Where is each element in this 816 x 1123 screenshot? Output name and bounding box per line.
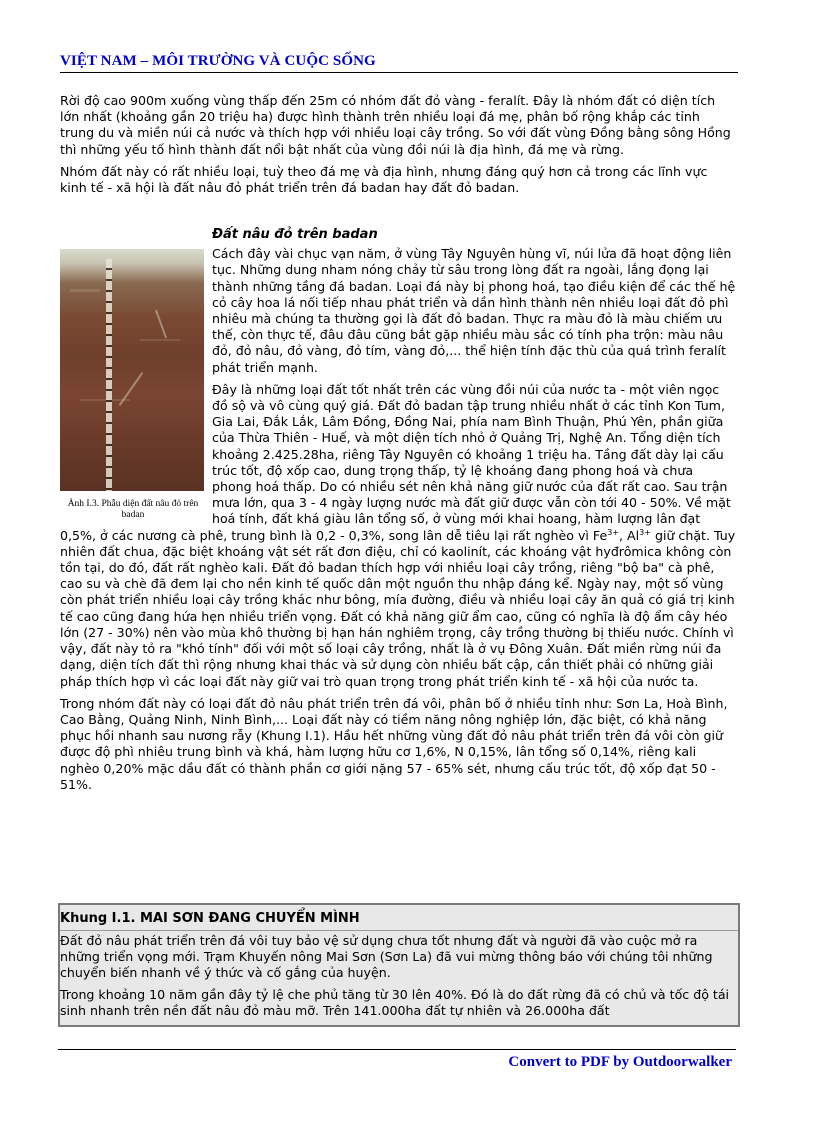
- section-paragraph-1: Cách đây vài chục vạn năm, ở vùng Tây Nguyên hùng vĩ, núi lửa đã hoạt động liên tục. Những dung nham nóng chảy từ sâu trong lòng đất ra ngoài, lắng đọng lại thành những tầng đá badan. Loại đá này bị phong hoá, tạo điều kiện để các thế hệ cỏ cây hoa lá nối tiếp nhau phát triển và dần hình thành nên nhiều loại đất đỏ phì nhiêu mà chúng ta thường gọi là đất đỏ badan. Thực ra màu đỏ là màu chiếm ưu thế, còn thực tế, đâu đâu cũng bắt gặp nhiều màu sắc có tính pha trộn: màu nâu đỏ, đỏ nâu, đỏ vàng, đỏ tím, vàng đỏ,... thể hiện tính đặc thù của quá trình feralít phát triển mạnh.: [212, 246, 736, 375]
- soil-profile-photo: [60, 249, 204, 491]
- footer-text: Convert to PDF by Outdoorwalker: [508, 1054, 732, 1070]
- sidebar-box: [58, 903, 740, 1027]
- section-paragraph-3: Trong nhóm đất này có loại đất đỏ nâu phát triển trên đá vôi, phân bố ở nhiều tỉnh như: Sơn La, Hoà Bình, Cao Bằng, Quảng Ninh, Ninh Bình,... Loại đất này có tiềm năng nông nghiệp lớn, đặc biệt, có khả năng phục hồi nhanh sau nương rẫy (Khung I.1). Hầu hết những vùng đất đỏ nâu phát triển trên đá vôi còn giữ được độ phì nhiêu trung bình và khá, hàm lượng hữu cơ 1,6%, N 0,15%, lân tổng số 0,14%, riêng kali nghèo 0,20% mặc dầu đất có thành phần cơ giới nặng 57 - 65% sét, nhưng cấu trúc tốt, độ xốp đạt 50 - 51%.: [60, 695, 728, 792]
- box-paragraph-2: Trong khoảng 10 năm gần đây tỷ lệ che phủ tăng từ 30 lên 40%. Đó là do đất rừng đã có chủ và tốc độ tái sinh nhanh trên nền đất nâu đỏ màu mỡ. Trên 141.000ha đất tự nhiên và 26.000ha đất: [60, 987, 730, 1018]
- box-divider: [60, 930, 738, 931]
- section-paragraph-2: Đây là những loại đất tốt nhất trên các vùng đồi núi của nước ta - một viên ngọc đồ sộ và vô cùng quý giá. Đất đỏ badan tập trung nhiều nhất ở các tỉnh Kon Tum, Gia Lai, Đắk Lắk, Lâm Đồng, Đồng Nai, phía nam Bình Thuận, Phú Yên, phần giữa của Thừa Thiên - Huế, và một diện tích nhỏ ở Quảng Trị, Nghệ An. Tổng diện tích khoảng 2.425.28ha, riêng Tây Nguyên có khoảng 1 triệu ha. Tầng đất dày lại cấu trúc tốt, độ xốp cao, dung trọng thấp, tỷ lệ khoáng đang phong hoá và chưa phong hoá thấp. Do có nhiều sét nên khả năng giữ nước của đất rất cao. Sau trận mưa lớn, qua 3 - 4 ngày lượng nước mà đất giữ được vẫn còn tới 40 - 50%. Về mặt hoá tính, đất khá giàu lân tổng số, ở vùng mới khai hoang, hàm lượng lân đạt 0,5%, ở các nương cà phê, trung bình là 0,2 - 0,3%, song lân dễ tiêu lại rất nghèo vì $Fe^{3+}$, $Al^{3+}$ giữ chặt. Tuy nhiên đất chua, đặc biệt khoáng vật sét rất đơn điệu, chỉ có kaolinít, các khoáng vật hyđrômica không còn tồn tại, do đó, đất rất nghèo kali. Đất đỏ badan thích hợp với nhiều loại cây trồng, riêng "bộ ba" cà phê, cao su và chè đã đem lại cho nền kinh tế quốc dân một nguồn thu nhập đáng kể. Ngày nay, một số vùng còn phát triển nhiều loại cây trồng khác như bông, mía đường, điều và nhiều loại cây ăn quả có giá trị kinh tế cao cũng đang hứa hẹn nhiều triển vọng. Đất có khả năng giữ ẩm cao, cũng có nghĩa là độ ẩm cây héo lớn (27 - 30%) nên vào mùa khô thường bị hạn hán nghiêm trọng, cây trồng thường bị thiếu nước. Chính vì vậy, đất này tỏ ra "khó tính" đối với một số loại cây trồng, nhất là ở vụ Đông Xuân. Đất miền rừng núi đa dạng, diện tích đất thì rộng nhưng khai thác và sử dụng còn nhiều bất cập, cần thiết phải có những giải pháp thích hợp vì các loại đất này giữ vai trò quan trọng trong phát triển kinh tế - xã hội của nước ta.: [60, 381, 736, 689]
- header-rule: [60, 72, 738, 73]
- header-title: VIỆT NAM – MÔI TRƯỜNG VÀ CUỘC SỐNG: [60, 53, 376, 69]
- superscript-fe: 3+: [607, 527, 620, 537]
- footer-rule: [58, 1049, 736, 1050]
- figure-caption: Ảnh I.3. Phẫu diện đất nâu đỏ trên badan: [67, 499, 199, 521]
- intro-paragraph-2: Nhóm đất này có rất nhiều loại, tuỳ theo đá mẹ và địa hình, nhưng đáng quý hơn cả trong các lĩnh vực kinh tế - xã hội là đất nâu đỏ phát triển trên đá badan hay đất đỏ badan.: [60, 163, 708, 196]
- box-paragraph-1: Đất đỏ nâu phát triển trên đá vôi tuy bảo vệ sử dụng chưa tốt nhưng đất và người đã vào cuộc mở ra những triển vọng mới. Trạm Khuyến nông Mai Sơn (Sơn La) đã vui mừng thông báo với chúng tôi những chuyển biến nhanh về ý thức và cố gắng của huyện.: [60, 933, 713, 980]
- measuring-ruler: [106, 259, 112, 491]
- superscript-al: 3+: [639, 527, 651, 537]
- article-body: [60, 93, 736, 799]
- page-header: [60, 52, 738, 70]
- soil-profile-figure: [60, 249, 206, 521]
- intro-paragraph-1: Rời độ cao 900m xuống vùng thấp đến 25m có nhóm đất đỏ vàng - feralít. Đây là nhóm đất có diện tích lớn nhất (khoảng gần 20 triệu ha) được hình thành trên nhiều loại đá mẹ, phân bố rộng khắp các tỉnh trung du và miền núi cả nước và thích hợp với nhiều loại cây trồng. So với đất vùng Đồng bằng sông Hồng thì những yếu tố hình thành đất nổi bật nhất của vùng đồi núi là địa hình, đá mẹ và rừng.: [60, 93, 731, 157]
- box-title: Khung I.1. MAI SƠN ĐANG CHUYỂN MÌNH: [60, 911, 360, 926]
- section-title: Đất nâu đỏ trên badan: [212, 227, 378, 243]
